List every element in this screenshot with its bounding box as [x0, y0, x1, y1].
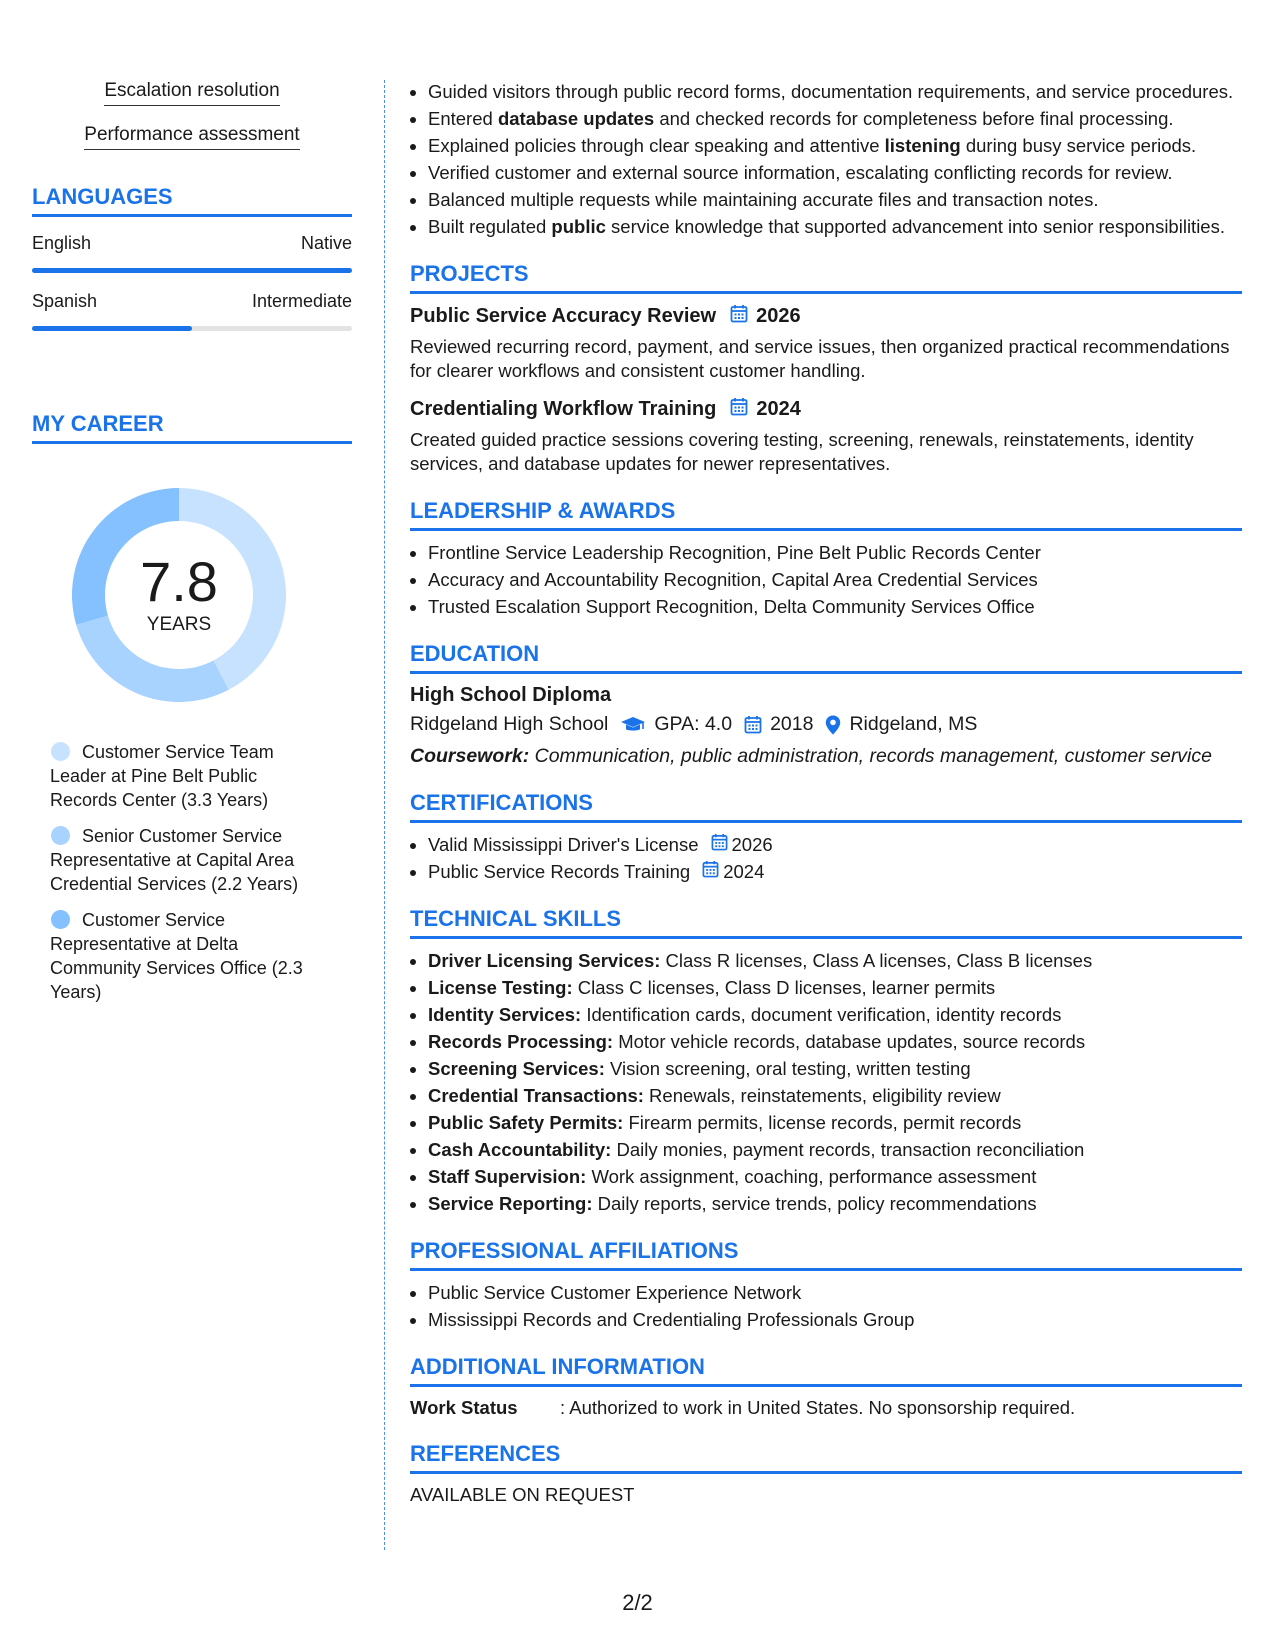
leadership-item: • Frontline Service Leadership Recognition, Pine Belt Public Records Center	[428, 541, 1242, 565]
certifications-list	[410, 833, 1242, 884]
project-name: Credentialing Workflow Training	[410, 398, 717, 420]
education-school: Ridgeland High School	[410, 713, 609, 735]
technical-skill-item: • Staff Supervision: Work assignment, coaching, performance assessment	[428, 1165, 1242, 1189]
education-year: 2018	[770, 713, 814, 735]
column-divider	[384, 80, 385, 1550]
references-heading: REFERENCES	[410, 1441, 1242, 1474]
project-item	[410, 304, 1242, 383]
education-degree: High School Diploma	[410, 684, 612, 706]
education-heading: EDUCATION	[410, 641, 1242, 674]
career-legend	[32, 740, 352, 1004]
career-total	[64, 480, 294, 710]
language-item	[32, 233, 352, 273]
education-gpa: GPA: 4.0	[654, 713, 733, 735]
project-name: Public Service Accuracy Review	[410, 305, 717, 327]
technical-skill-item: • Records Processing: Motor vehicle records, database updates, source records	[428, 1030, 1242, 1054]
language-proficiency-bar	[32, 268, 352, 273]
leadership-item: • Accuracy and Accountability Recognition, Capital Area Credential Services	[428, 568, 1242, 592]
calendar-icon	[702, 860, 719, 884]
projects-heading: PROJECTS	[410, 261, 1242, 294]
certification-item: • Valid Mississippi Driver's License 2026	[428, 833, 1242, 857]
experience-bullet: • Verified customer and external source information, escalating conflicting records for review.	[428, 161, 1242, 185]
language-level: Native	[300, 233, 352, 253]
certifications-heading: CERTIFICATIONS	[410, 790, 1242, 823]
skill-tag-label: Performance assessment	[84, 124, 299, 150]
career-legend-item	[50, 824, 320, 896]
career-donut-chart	[64, 480, 294, 710]
technical-skill-item: • Credential Transactions: Renewals, reinstatements, eligibility review	[428, 1084, 1242, 1108]
legend-dot-icon	[51, 910, 70, 929]
technical-skill-item: • Screening Services: Vision screening, oral testing, written testing	[428, 1057, 1242, 1081]
experience-bullet: • Explained policies through clear speaking and attentive listening during busy service periods.	[428, 134, 1242, 158]
project-description: Created guided practice sessions covering testing, screening, renewals, reinstatements, identity services, and database updates for newer representatives.	[410, 429, 1194, 474]
project-description: Reviewed recurring record, payment, and service issues, then organized practical recommendations for clearer workflows and consistent customer handling.	[410, 336, 1230, 381]
education-location: Ridgeland, MS	[849, 713, 978, 735]
main-content	[410, 80, 1242, 1506]
calendar-icon	[730, 397, 748, 422]
technical-skills-heading: TECHNICAL SKILLS	[410, 906, 1242, 939]
language-proficiency-bar	[32, 326, 352, 331]
graduation-cap-icon	[620, 716, 646, 734]
calendar-icon	[744, 715, 762, 734]
career-legend-text: Senior Customer Service Representative at Capital Area Credential Services (2.2 Years)	[50, 826, 299, 894]
legend-dot-icon	[51, 826, 70, 845]
experience-bullet: • Balanced multiple requests while maintaining accurate files and transaction notes.	[428, 188, 1242, 212]
language-proficiency-fill	[32, 326, 192, 331]
technical-skill-item: • Service Reporting: Daily reports, service trends, policy recommendations	[428, 1192, 1242, 1216]
career-legend-text: Customer Service Representative at Delta Community Services Office (2.3 Years)	[50, 910, 303, 1002]
technical-skill-item: • Identity Services: Identification cards, document verification, identity records	[428, 1003, 1242, 1027]
language-proficiency-fill	[32, 268, 352, 273]
technical-skills-list	[410, 949, 1242, 1216]
calendar-icon	[730, 304, 748, 329]
calendar-icon	[711, 833, 728, 857]
skill-tag	[32, 124, 352, 150]
career-legend-text: Customer Service Team Leader at Pine Belt Public Records Center (3.3 Years)	[50, 742, 274, 810]
skill-tag	[32, 80, 352, 106]
language-level: Intermediate	[251, 291, 352, 311]
additional-info-row	[410, 1397, 1242, 1419]
career-total-value: 7.8	[140, 550, 218, 613]
experience-bullet: • Built regulated public service knowledge that supported advancement into senior responsibilities.	[428, 215, 1242, 239]
language-name: Spanish	[32, 291, 98, 311]
technical-skill-item: • License Testing: Class C licenses, Class D licenses, learner permits	[428, 976, 1242, 1000]
affiliation-item: • Public Service Customer Experience Network	[428, 1281, 1242, 1305]
additional-info-value: : Authorized to work in United States. No sponsorship required.	[560, 1397, 1076, 1418]
project-year: 2026	[756, 305, 801, 327]
language-item	[32, 291, 352, 331]
leadership-heading: LEADERSHIP & AWARDS	[410, 498, 1242, 531]
career-legend-item	[50, 740, 320, 812]
experience-bullet: • Entered database updates and checked records for completeness before final processing.	[428, 107, 1242, 131]
additional-info-key: Work Status	[410, 1397, 518, 1418]
technical-skill-item: • Public Safety Permits: Firearm permits, license records, permit records	[428, 1111, 1242, 1135]
career-heading: MY CAREER	[32, 411, 352, 444]
technical-skill-item: • Cash Accountability: Daily monies, payment records, transaction reconciliation	[428, 1138, 1242, 1162]
technical-skill-item: • Driver Licensing Services: Class R licenses, Class A licenses, Class B licenses	[428, 949, 1242, 973]
career-total-unit: YEARS	[146, 614, 212, 635]
skill-tag-label: Escalation resolution	[104, 80, 279, 106]
location-pin-icon	[825, 715, 841, 735]
page-number: 2/2	[622, 1590, 653, 1615]
additional-info-heading: ADDITIONAL INFORMATION	[410, 1354, 1242, 1387]
certification-item: • Public Service Records Training 2024	[428, 860, 1242, 884]
education-coursework: Coursework: Communication, public administration, records management, customer service	[410, 745, 1212, 767]
references-text: AVAILABLE ON REQUEST	[410, 1484, 635, 1505]
project-item	[410, 397, 1242, 476]
affiliations-heading: PROFESSIONAL AFFILIATIONS	[410, 1238, 1242, 1271]
sidebar	[32, 80, 352, 1016]
leadership-list	[410, 541, 1242, 619]
career-legend-item	[50, 908, 320, 1004]
leadership-item: • Trusted Escalation Support Recognition, Delta Community Services Office	[428, 595, 1242, 619]
legend-dot-icon	[51, 742, 70, 761]
affiliations-list	[410, 1281, 1242, 1332]
experience-bullet: • Guided visitors through public record forms, documentation requirements, and service procedures.	[428, 80, 1242, 104]
project-year: 2024	[756, 398, 801, 420]
education-details	[410, 713, 1242, 736]
languages-heading: LANGUAGES	[32, 184, 352, 217]
experience-bullets	[410, 80, 1242, 239]
affiliation-item: • Mississippi Records and Credentialing Professionals Group	[428, 1308, 1242, 1332]
language-name: English	[32, 233, 92, 253]
